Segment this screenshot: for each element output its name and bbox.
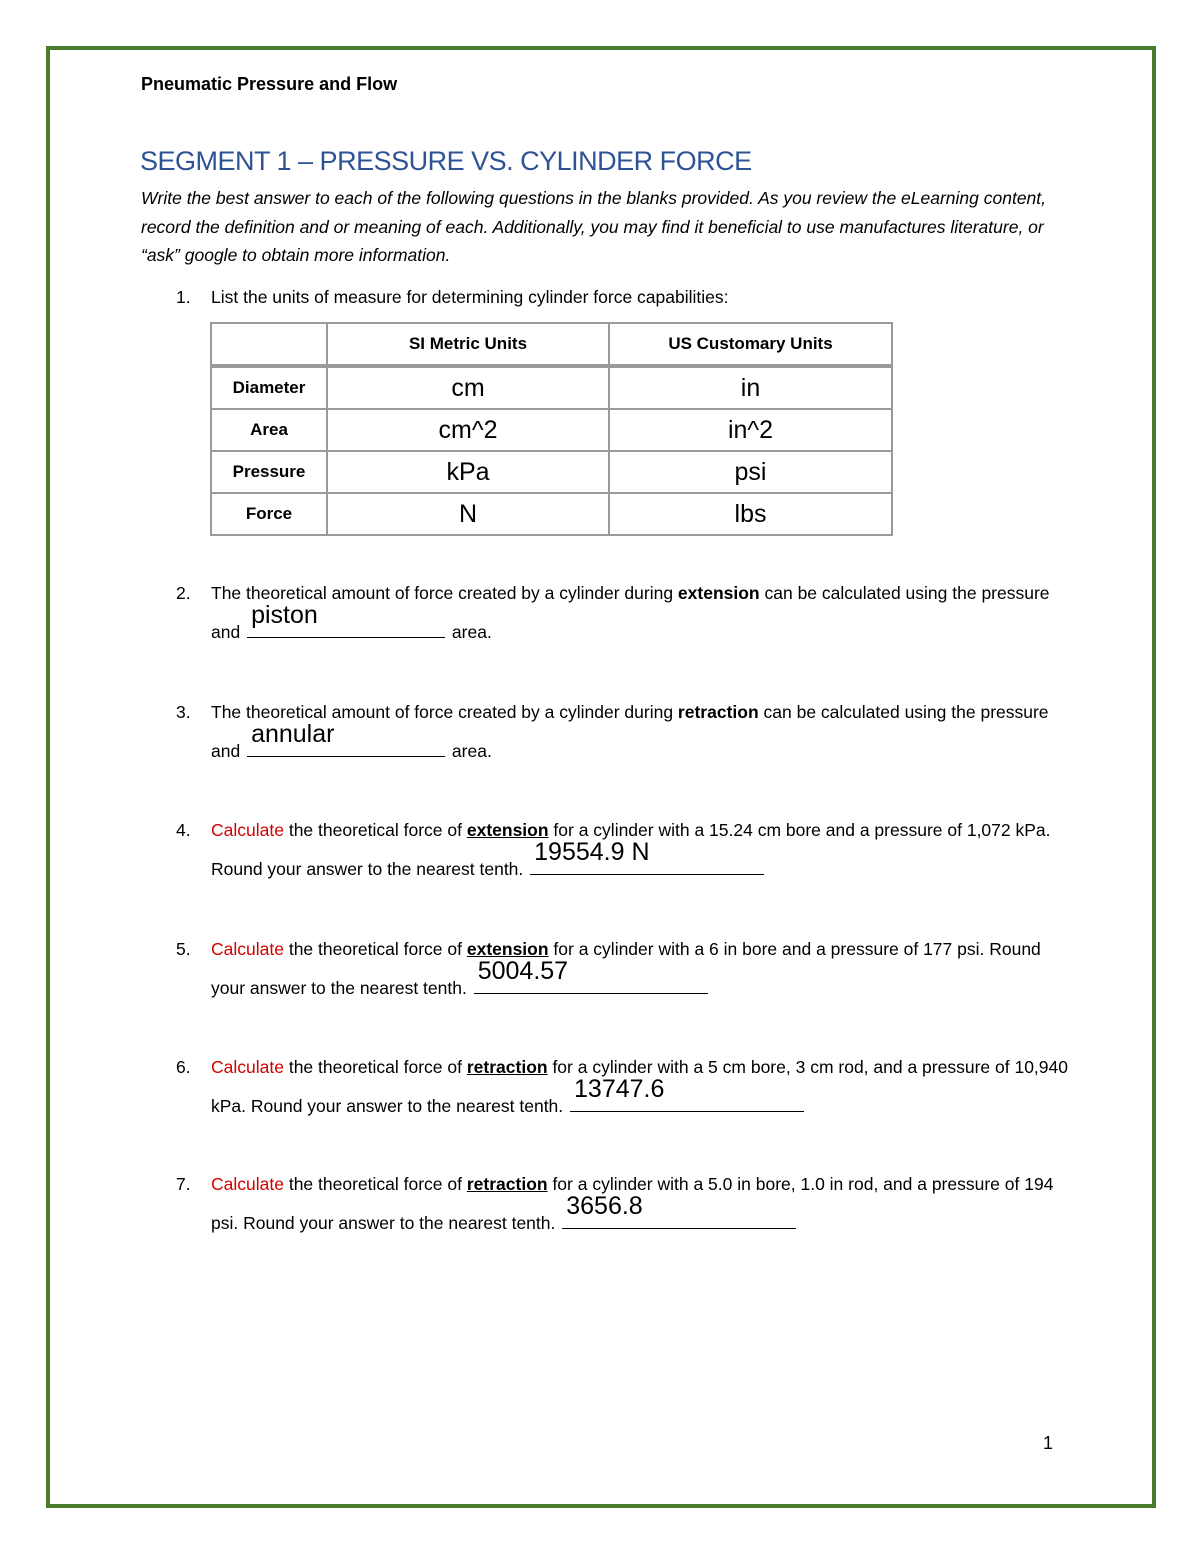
keyword: retraction (466, 1057, 548, 1077)
question-3 (176, 693, 1076, 771)
us-unit-value[interactable]: in (609, 366, 892, 409)
answer-blank[interactable] (530, 838, 764, 875)
table-header-cell (211, 323, 327, 366)
answer-blank[interactable] (474, 957, 708, 994)
question-number: 5. (176, 939, 191, 959)
page-number: 1 (1043, 1433, 1054, 1453)
table-row (211, 366, 892, 409)
us-unit-value[interactable]: psi (609, 451, 892, 493)
keyword: retraction (466, 1174, 548, 1194)
row-label: Area (211, 409, 327, 451)
calculate-label: Calculate (211, 820, 284, 840)
document-header: Pneumatic Pressure and Flow (141, 74, 398, 94)
answer-text: annular (251, 720, 335, 748)
table-header-cell: SI Metric Units (327, 323, 609, 366)
answer-text: 3656.8 (566, 1192, 643, 1220)
question-text: Calculate the theoretical force of retraction for a cylinder with a 5.0 in bore, 1.0 in rod, and a pressure of 194 psi. Round your answer to the nearest tenth. 3656.8 (211, 1174, 1054, 1233)
question-7 (176, 1165, 1076, 1243)
question-text: The theoretical amount of force created by a cylinder during extension can be calculated using the pressure and piston area. (211, 583, 1050, 642)
question-number: 1. (176, 287, 191, 307)
table-row (211, 493, 892, 535)
answer-text: piston (251, 601, 318, 629)
question-number: 3. (176, 702, 191, 722)
answer-text: 5004.57 (477, 957, 569, 985)
question-5 (176, 930, 1076, 1008)
table-header-cell: US Customary Units (609, 323, 892, 366)
segment-title: SEGMENT 1 – PRESSURE VS. CYLINDER FORCE (140, 146, 752, 176)
question-1 (176, 278, 1076, 317)
si-unit-value[interactable]: cm^2 (327, 409, 609, 451)
keyword: extension (677, 583, 760, 603)
si-unit-value[interactable]: cm (327, 366, 609, 409)
answer-text: 13747.6 (574, 1075, 665, 1103)
us-unit-value[interactable]: lbs (609, 493, 892, 535)
units-table (210, 322, 893, 536)
question-text: Calculate the theoretical force of retraction for a cylinder with a 5 cm bore, 3 cm rod, and a pressure of 10,940 kPa. Round your answer to the nearest tenth. 13747.6 (211, 1057, 1068, 1116)
calculate-label: Calculate (211, 1174, 284, 1194)
answer-blank[interactable] (562, 1192, 796, 1229)
table-row (211, 409, 892, 451)
answer-text: 19554.9 N (534, 838, 650, 866)
answer-blank[interactable] (247, 601, 445, 638)
answer-blank[interactable] (570, 1075, 804, 1112)
question-number: 4. (176, 820, 191, 840)
question-text: List the units of measure for determining cylinder force capabilities: (211, 287, 729, 307)
us-unit-value[interactable]: in^2 (609, 409, 892, 451)
question-number: 6. (176, 1057, 191, 1077)
question-4 (176, 811, 1076, 889)
instructions: Write the best answer to each of the following questions in the blanks provided. As you review the eLearning content, record the definition and or meaning of each. Additionally, you may find it beneficial to use manufactures literature, or “ask” google to obtain more information. (141, 188, 1047, 265)
table-row (211, 451, 892, 493)
si-unit-value[interactable]: kPa (327, 451, 609, 493)
question-number: 2. (176, 583, 191, 603)
calculate-label: Calculate (211, 1057, 284, 1077)
table-header-row (211, 323, 892, 366)
question-number: 7. (176, 1174, 191, 1194)
keyword: extension (466, 820, 549, 840)
question-text: Calculate the theoretical force of extension for a cylinder with a 6 in bore and a pressure of 177 psi. Round your answer to the nearest tenth. 5004.57 (211, 939, 1041, 998)
keyword: retraction (677, 702, 759, 722)
si-unit-value[interactable]: N (327, 493, 609, 535)
calculate-label: Calculate (211, 939, 284, 959)
row-label: Force (211, 493, 327, 535)
row-label: Diameter (211, 366, 327, 409)
row-label: Pressure (211, 451, 327, 493)
answer-blank[interactable] (247, 720, 445, 757)
question-text: Calculate the theoretical force of extension for a cylinder with a 15.24 cm bore and a pressure of 1,072 kPa. Round your answer to the nearest tenth. 19554.9 N (211, 820, 1051, 879)
question-text: The theoretical amount of force created by a cylinder during retraction can be calculated using the pressure and annular area. (211, 702, 1049, 761)
keyword: extension (466, 939, 549, 959)
question-2 (176, 574, 1076, 652)
question-6 (176, 1048, 1076, 1126)
